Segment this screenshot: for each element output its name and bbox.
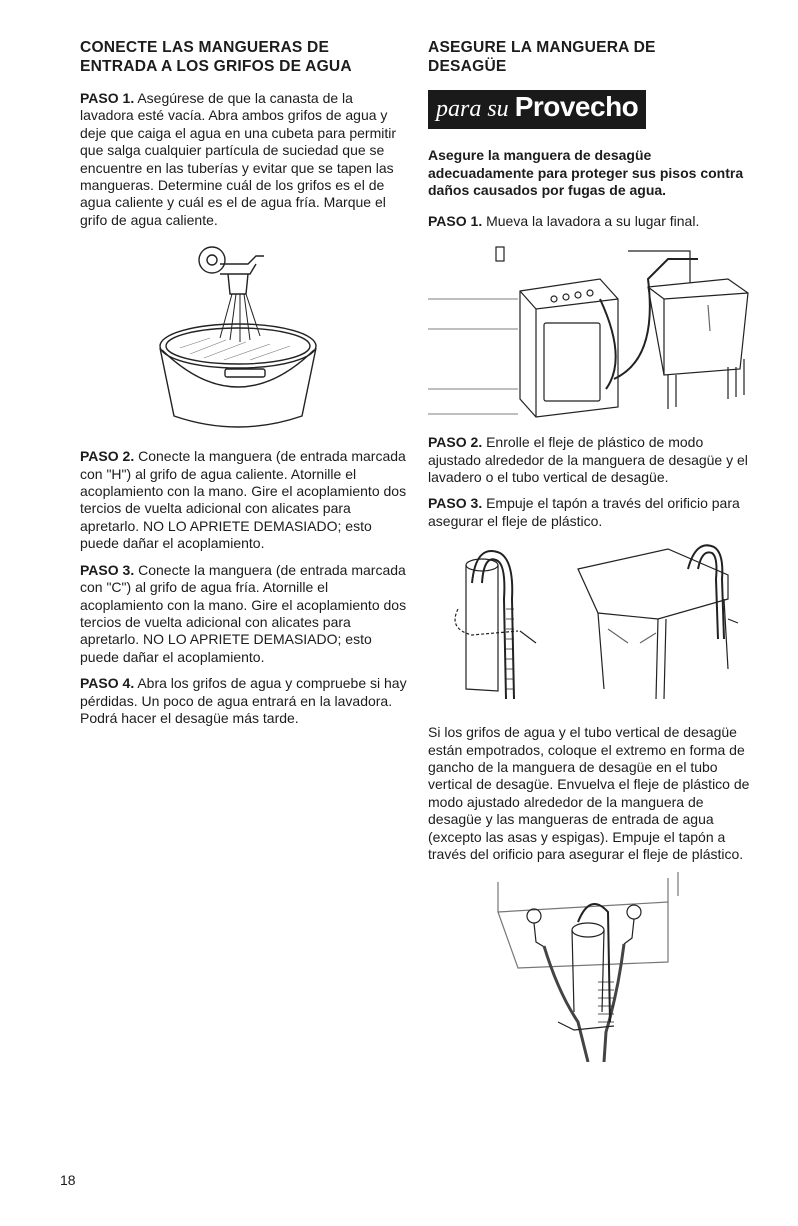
page-number: 18	[60, 1172, 76, 1188]
drain-step-2-paragraph: PASO 2. Enrolle el fleje de plástico de modo ajustado alrededor de la manguera de desagüe y el lavadero o el tubo vertical de desagüe.	[428, 434, 748, 485]
drain-tie-illustration	[428, 539, 758, 714]
drain-step-3-paragraph: PASO 3. Empuje el tapón a través del orificio para asegurar el fleje de plástico.	[428, 495, 740, 529]
step-label: PASO 3.	[80, 561, 135, 578]
step-4-paragraph: PASO 4. Abra los grifos de agua y compruebe si hay pérdidas. Un poco de agua entrará en la lavadora. Podrá hacer el desagüe más tarde.	[80, 675, 407, 726]
drain-step-1-paragraph: PASO 1. Mueva la lavadora a su lugar final.	[428, 212, 700, 229]
bucket-faucet-illustration	[80, 238, 410, 438]
drain-warning: Asegure la manguera de desagüe adecuadamente para proteger sus pisos contra daños causados por fugas de agua.	[428, 147, 744, 199]
washer-laundry-tub-illustration	[428, 239, 758, 424]
recessed-standpipe-illustration	[428, 872, 758, 1062]
section-heading-drain-hose: ASEGURE LA MANGUERA DE DESAGÜE	[428, 39, 656, 75]
right-column	[428, 38, 758, 1072]
step-label: PASO 4.	[80, 675, 135, 692]
step-label: PASO 2.	[80, 448, 135, 465]
step-2-paragraph: PASO 2. Conecte la manguera (de entrada marcada con "H") al grifo de agua caliente. Atornille el acoplamiento con la mano. Gire el acoplamiento dos tercios de vuelta adicional con alicates para apretarlo. NO LO APRIETE DEMASIADO; esto puede dañar el acoplamiento.	[80, 448, 407, 552]
left-column	[80, 38, 410, 736]
step-label: PASO 2.	[428, 434, 483, 451]
para-su-provecho-logo: para su Provecho	[428, 90, 646, 129]
step-label: PASO 3.	[428, 495, 483, 512]
section-heading-inlet-hoses: CONECTE LAS MANGUERAS DE ENTRADA A LOS GRIFOS DE AGUA	[80, 39, 352, 75]
step-label: PASO 1.	[428, 212, 483, 229]
recessed-note-paragraph: Si los grifos de agua y el tubo vertical de desagüe están empotrados, coloque el extremo en forma de gancho de la manguera de desagüe en el tubo vertical de desagüe. Envuelva el fleje de plástico de modo ajustado alrededor de la manguera de desagüe y las mangueras de entrada de agua (excepto las asas y espigas). Empuje el tapón a través del orificio para asegurar el fleje de plástico.	[428, 724, 750, 863]
step-1-paragraph: PASO 1. Asegúrese de que la canasta de la lavadora esté vacía. Abra ambos grifos de agua y deje que caiga el agua en una cubeta para permitir que salga cualquier partícula de suciedad que se encuentre en las tuberías y evitar que se tapen las mangueras. Determine cuál de los grifos es el de agua caliente y cuál es el de agua fría. Marque el grifo de agua caliente.	[80, 90, 396, 228]
step-3-paragraph: PASO 3. Conecte la manguera (de entrada marcada con "C") al grifo de agua fría. Atornille el acoplamiento con la mano. Gire el acoplamiento dos tercios de vuelta adicional con alicates para apretarlo. NO LO APRIETE DEMASIADO; esto puede dañar el acoplamiento.	[80, 561, 407, 665]
step-label: PASO 1.	[80, 90, 135, 106]
